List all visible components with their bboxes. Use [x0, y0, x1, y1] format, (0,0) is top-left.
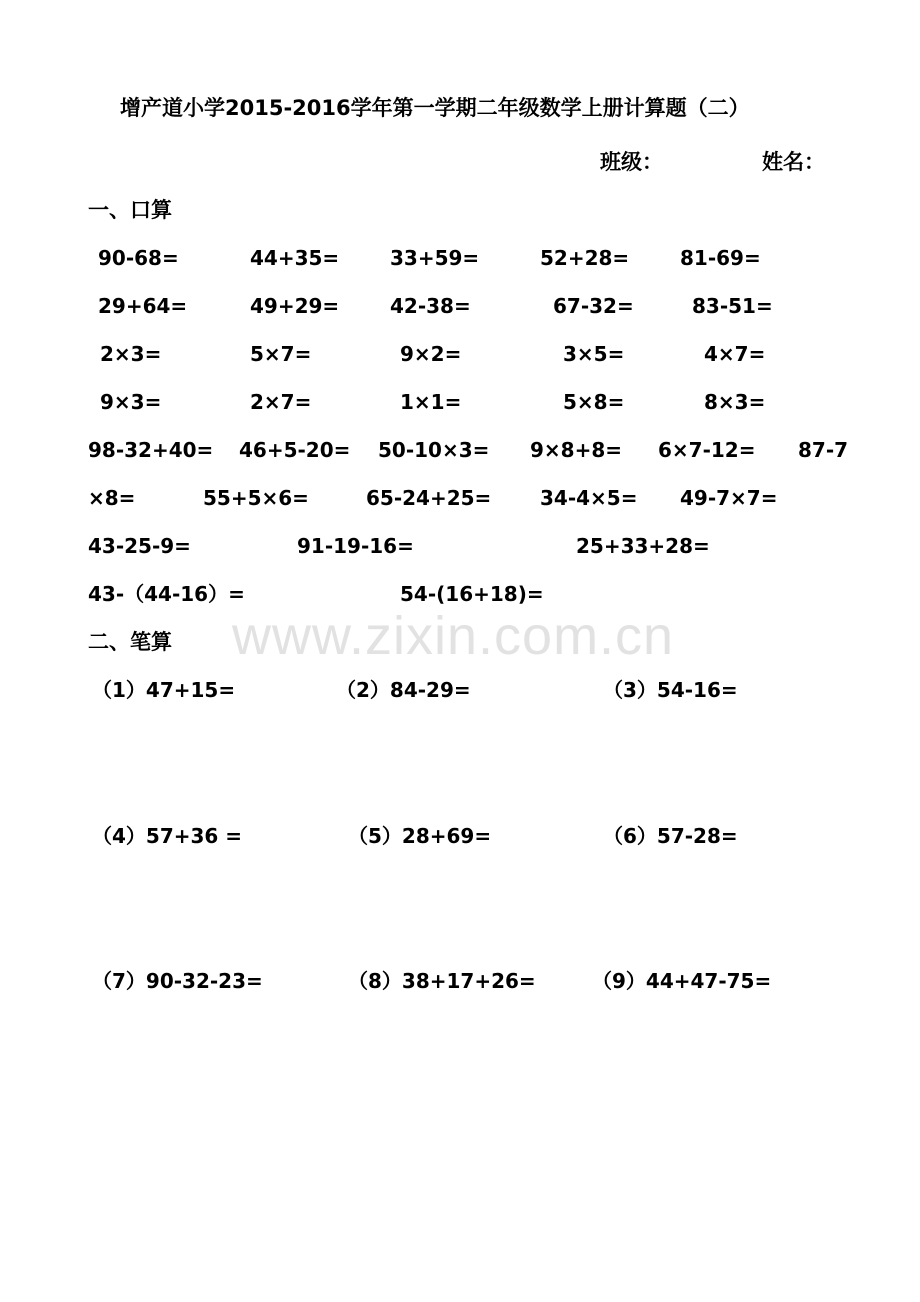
section2-heading: 二、笔算: [88, 630, 172, 654]
oral-problem: 29+64=: [98, 294, 188, 318]
oral-problem: 25+33+28=: [576, 534, 710, 558]
oral-problem: 67-32=: [553, 294, 634, 318]
oral-problem: 9×2=: [400, 342, 462, 366]
oral-problem: 1×1=: [400, 390, 462, 414]
oral-problem: 81-69=: [680, 246, 761, 270]
oral-problem: 5×8=: [563, 390, 625, 414]
name-label: 姓名：: [762, 150, 825, 174]
oral-problem: ×8=: [88, 486, 136, 510]
oral-problem: 90-68=: [98, 246, 179, 270]
written-problem: （2）84-29=: [336, 678, 471, 702]
written-problem: （8）38+17+26=: [348, 969, 536, 993]
oral-problem: 43-25-9=: [88, 534, 191, 558]
written-problem: （4）57+36 =: [92, 824, 243, 848]
oral-problem: 9×8+8=: [530, 438, 623, 462]
oral-problem: 87-7: [798, 438, 849, 462]
oral-problem: 91-19-16=: [297, 534, 414, 558]
oral-problem: 2×7=: [250, 390, 312, 414]
oral-problem: 83-51=: [692, 294, 773, 318]
oral-problem: 98-32+40=: [88, 438, 214, 462]
oral-problem: 50-10×3=: [378, 438, 490, 462]
oral-problem: 55+5×6=: [203, 486, 309, 510]
page-title: 增产道小学2015-2016学年第一学期二年级数学上册计算题（二）: [120, 96, 750, 120]
written-problem: （1）47+15=: [92, 678, 236, 702]
oral-problem: 3×5=: [563, 342, 625, 366]
oral-problem: 8×3=: [704, 390, 766, 414]
oral-problem: 46+5-20=: [239, 438, 351, 462]
written-problem: （6）57-28=: [603, 824, 738, 848]
written-problem: （3）54-16=: [603, 678, 738, 702]
written-problem: （7）90-32-23=: [92, 969, 263, 993]
watermark: www.zixin.com.cn: [232, 606, 675, 666]
oral-problem: 54-(16+18)=: [400, 582, 544, 606]
class-label: 班级：: [600, 150, 663, 174]
oral-problem: 65-24+25=: [366, 486, 492, 510]
oral-problem: 6×7-12=: [658, 438, 756, 462]
oral-problem: 33+59=: [390, 246, 480, 270]
oral-problem: 2×3=: [100, 342, 162, 366]
oral-problem: 44+35=: [250, 246, 340, 270]
oral-problem: 52+28=: [540, 246, 630, 270]
oral-problem: 49-7×7=: [680, 486, 778, 510]
oral-problem: 4×7=: [704, 342, 766, 366]
section1-heading: 一、口算: [88, 198, 172, 222]
oral-problem: 5×7=: [250, 342, 312, 366]
written-problem: （9）44+47-75=: [592, 969, 772, 993]
oral-problem: 9×3=: [100, 390, 162, 414]
oral-problem: 34-4×5=: [540, 486, 638, 510]
written-problem: （5）28+69=: [348, 824, 492, 848]
oral-problem: 43-（44-16）=: [88, 582, 245, 606]
oral-problem: 42-38=: [390, 294, 471, 318]
oral-problem: 49+29=: [250, 294, 340, 318]
